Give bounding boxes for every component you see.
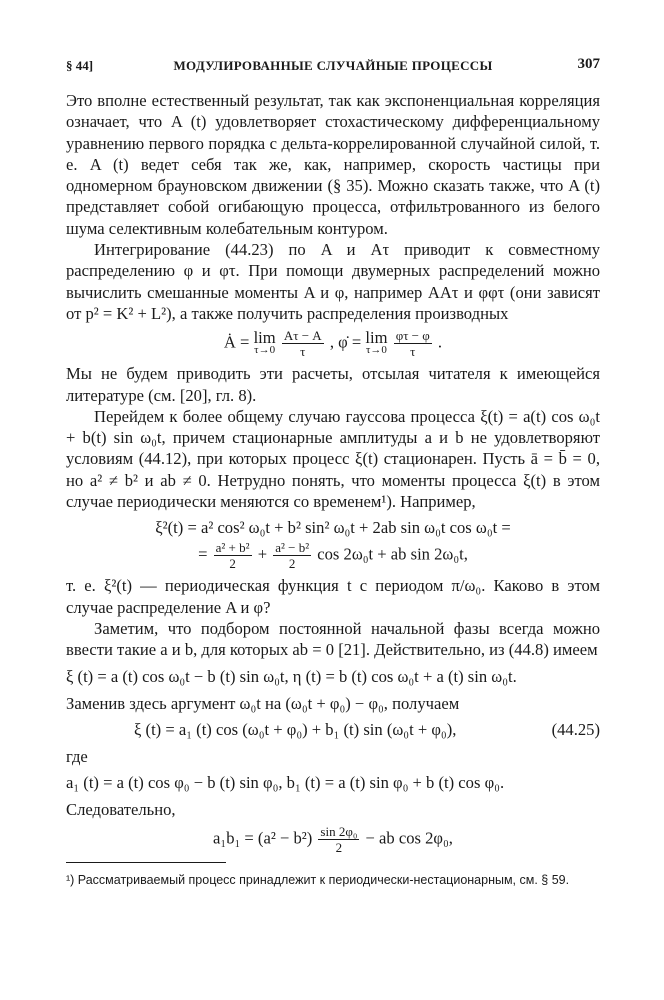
frac-den: 2 xyxy=(335,840,343,856)
lim-word: lim xyxy=(253,327,276,347)
fraction xyxy=(214,540,252,571)
equation-number: (44.25) xyxy=(551,719,600,739)
formula-moment xyxy=(66,516,600,571)
formula-a1-b1: a₁ (t) = a (t) cos φ₀ − b (t) sin φ₀, b₁ (t) = a (t) sin φ₀ + b (t) cos φ₀. xyxy=(66,773,505,793)
lim-word: lim xyxy=(365,327,388,347)
paragraph-1: Это вполне естественный результат, так как экспоненциальная корреляция означает, что A (t) удовлетворяет стохастическому дифференциальному уравнению первого порядка с дельта-коррелированной случайной силой, т. е. A (t) ведет себя так же, как, например, скорость частицы при одномерном брауновском движении (§ 35). Можно сказать также, что A (t) представляет собой огибающую процесса, отфильтрованного из белого шума селективным колебательным контуром. xyxy=(66,91,600,238)
formula-text: Ȧ = xyxy=(223,332,254,352)
frac-den: 2 xyxy=(229,556,236,572)
formula-mean-a1b1 xyxy=(66,824,600,855)
footnote-rule xyxy=(66,862,226,863)
lim-sub: τ→0 xyxy=(366,343,387,356)
main-text xyxy=(66,90,600,859)
frac-den: 2 xyxy=(288,556,296,572)
header-title: МОДУЛИРОВАННЫЕ СЛУЧАЙНЫЕ ПРОЦЕССЫ xyxy=(173,58,493,73)
frac-num: a² − b² xyxy=(275,540,310,556)
formula-44-25 xyxy=(66,718,600,742)
frac-num: a² + b² xyxy=(215,540,250,556)
frac-num: φτ − φ xyxy=(395,328,430,344)
paragraph-7: Заменив здесь аргумент ω₀t на (ω₀t + φ₀) − φ₀, получаем xyxy=(66,693,460,713)
fraction xyxy=(318,824,359,855)
limit-op xyxy=(253,327,276,357)
paragraph-8: где xyxy=(66,746,88,766)
formula-text: . xyxy=(437,332,443,352)
footnote: ¹) Рассматриваемый процесс принадлежит к периодически-нестационарным, см. § 59. xyxy=(66,873,570,887)
formula-text: cos 2ω₀t + ab sin 2ω₀t, xyxy=(317,544,468,564)
page-number: 307 xyxy=(577,56,600,72)
formula-text: a₁b₁ = (a² − b²) xyxy=(213,828,317,848)
paragraph-6: Заметим, что подбором постоянной начальной фазы всегда можно ввести такие a и b, для которых ab = 0 [21]. Действительно, из (44.8) имеем xyxy=(66,618,600,660)
paragraph-9: Следовательно, xyxy=(66,800,176,820)
formula-derivatives xyxy=(66,328,600,359)
formula-text: − ab cos 2φ₀, xyxy=(365,828,453,848)
running-header xyxy=(66,56,600,78)
frac-num: Aτ − A xyxy=(283,328,322,344)
formula-text: ξ (t) = a₁ (t) cos (ω₀t + φ₀) + b₁ (t) sin (ω₀t + φ₀), xyxy=(134,719,457,739)
lim-sub: τ→0 xyxy=(254,343,276,356)
paragraph-4: Перейдем к более общему случаю гауссова процесса ξ(t) = a(t) cos ω₀t + b(t) sin ω₀t, причем стационарные амплитуды a и b не удовлетворяют условиям (44.12), при которых процесс ξ(t) стационарен. Пусть ā = b̄ = 0, но a² ≠ b² и ab ≠ 0. Нетрудно понять, что моменты процесса ξ(t) в этом случае периодически меняются со временем¹). Например, xyxy=(66,406,600,512)
fraction xyxy=(273,540,311,571)
frac-den: τ xyxy=(410,344,416,360)
paragraph-2: Интегрирование (44.23) по A и Aτ приводит к совместному распределению φ и φτ. При помощи двумерных распределений можно вычислить смешанные моменты A и φ, например AAτ и φφτ (они зависят от p² = K² + L²), а также получить распределения производных xyxy=(66,240,600,323)
frac-den: τ xyxy=(300,344,306,360)
limit-op xyxy=(365,327,388,357)
paragraph-3: Мы не будем приводить эти расчеты, отсылая читателя к имеющейся литературе (см. [20], гл. 8). xyxy=(66,364,600,405)
formula-text: , φ̇ = xyxy=(329,332,366,352)
frac-num: sin 2φ₀ xyxy=(320,824,358,840)
formula-line: ξ²(t) = a² cos² ω₀t + b² sin² ω₀t + 2ab sin ω₀t cos ω₀t = xyxy=(155,518,511,538)
paragraph-5: т. е. ξ²(t) — периодическая функция t с периодом π/ω₀. Каково в этом случае распределение A и φ? xyxy=(66,576,600,617)
header-section: § 44] xyxy=(66,58,94,73)
formula-text: = xyxy=(198,544,212,564)
formula-text: + xyxy=(257,544,272,564)
formula-xi-eta: ξ (t) = a (t) cos ω₀t − b (t) sin ω₀t, η (t) = b (t) cos ω₀t + a (t) sin ω₀t. xyxy=(66,666,517,686)
fraction xyxy=(394,328,432,359)
formula-line xyxy=(66,540,600,571)
fraction xyxy=(282,328,324,359)
